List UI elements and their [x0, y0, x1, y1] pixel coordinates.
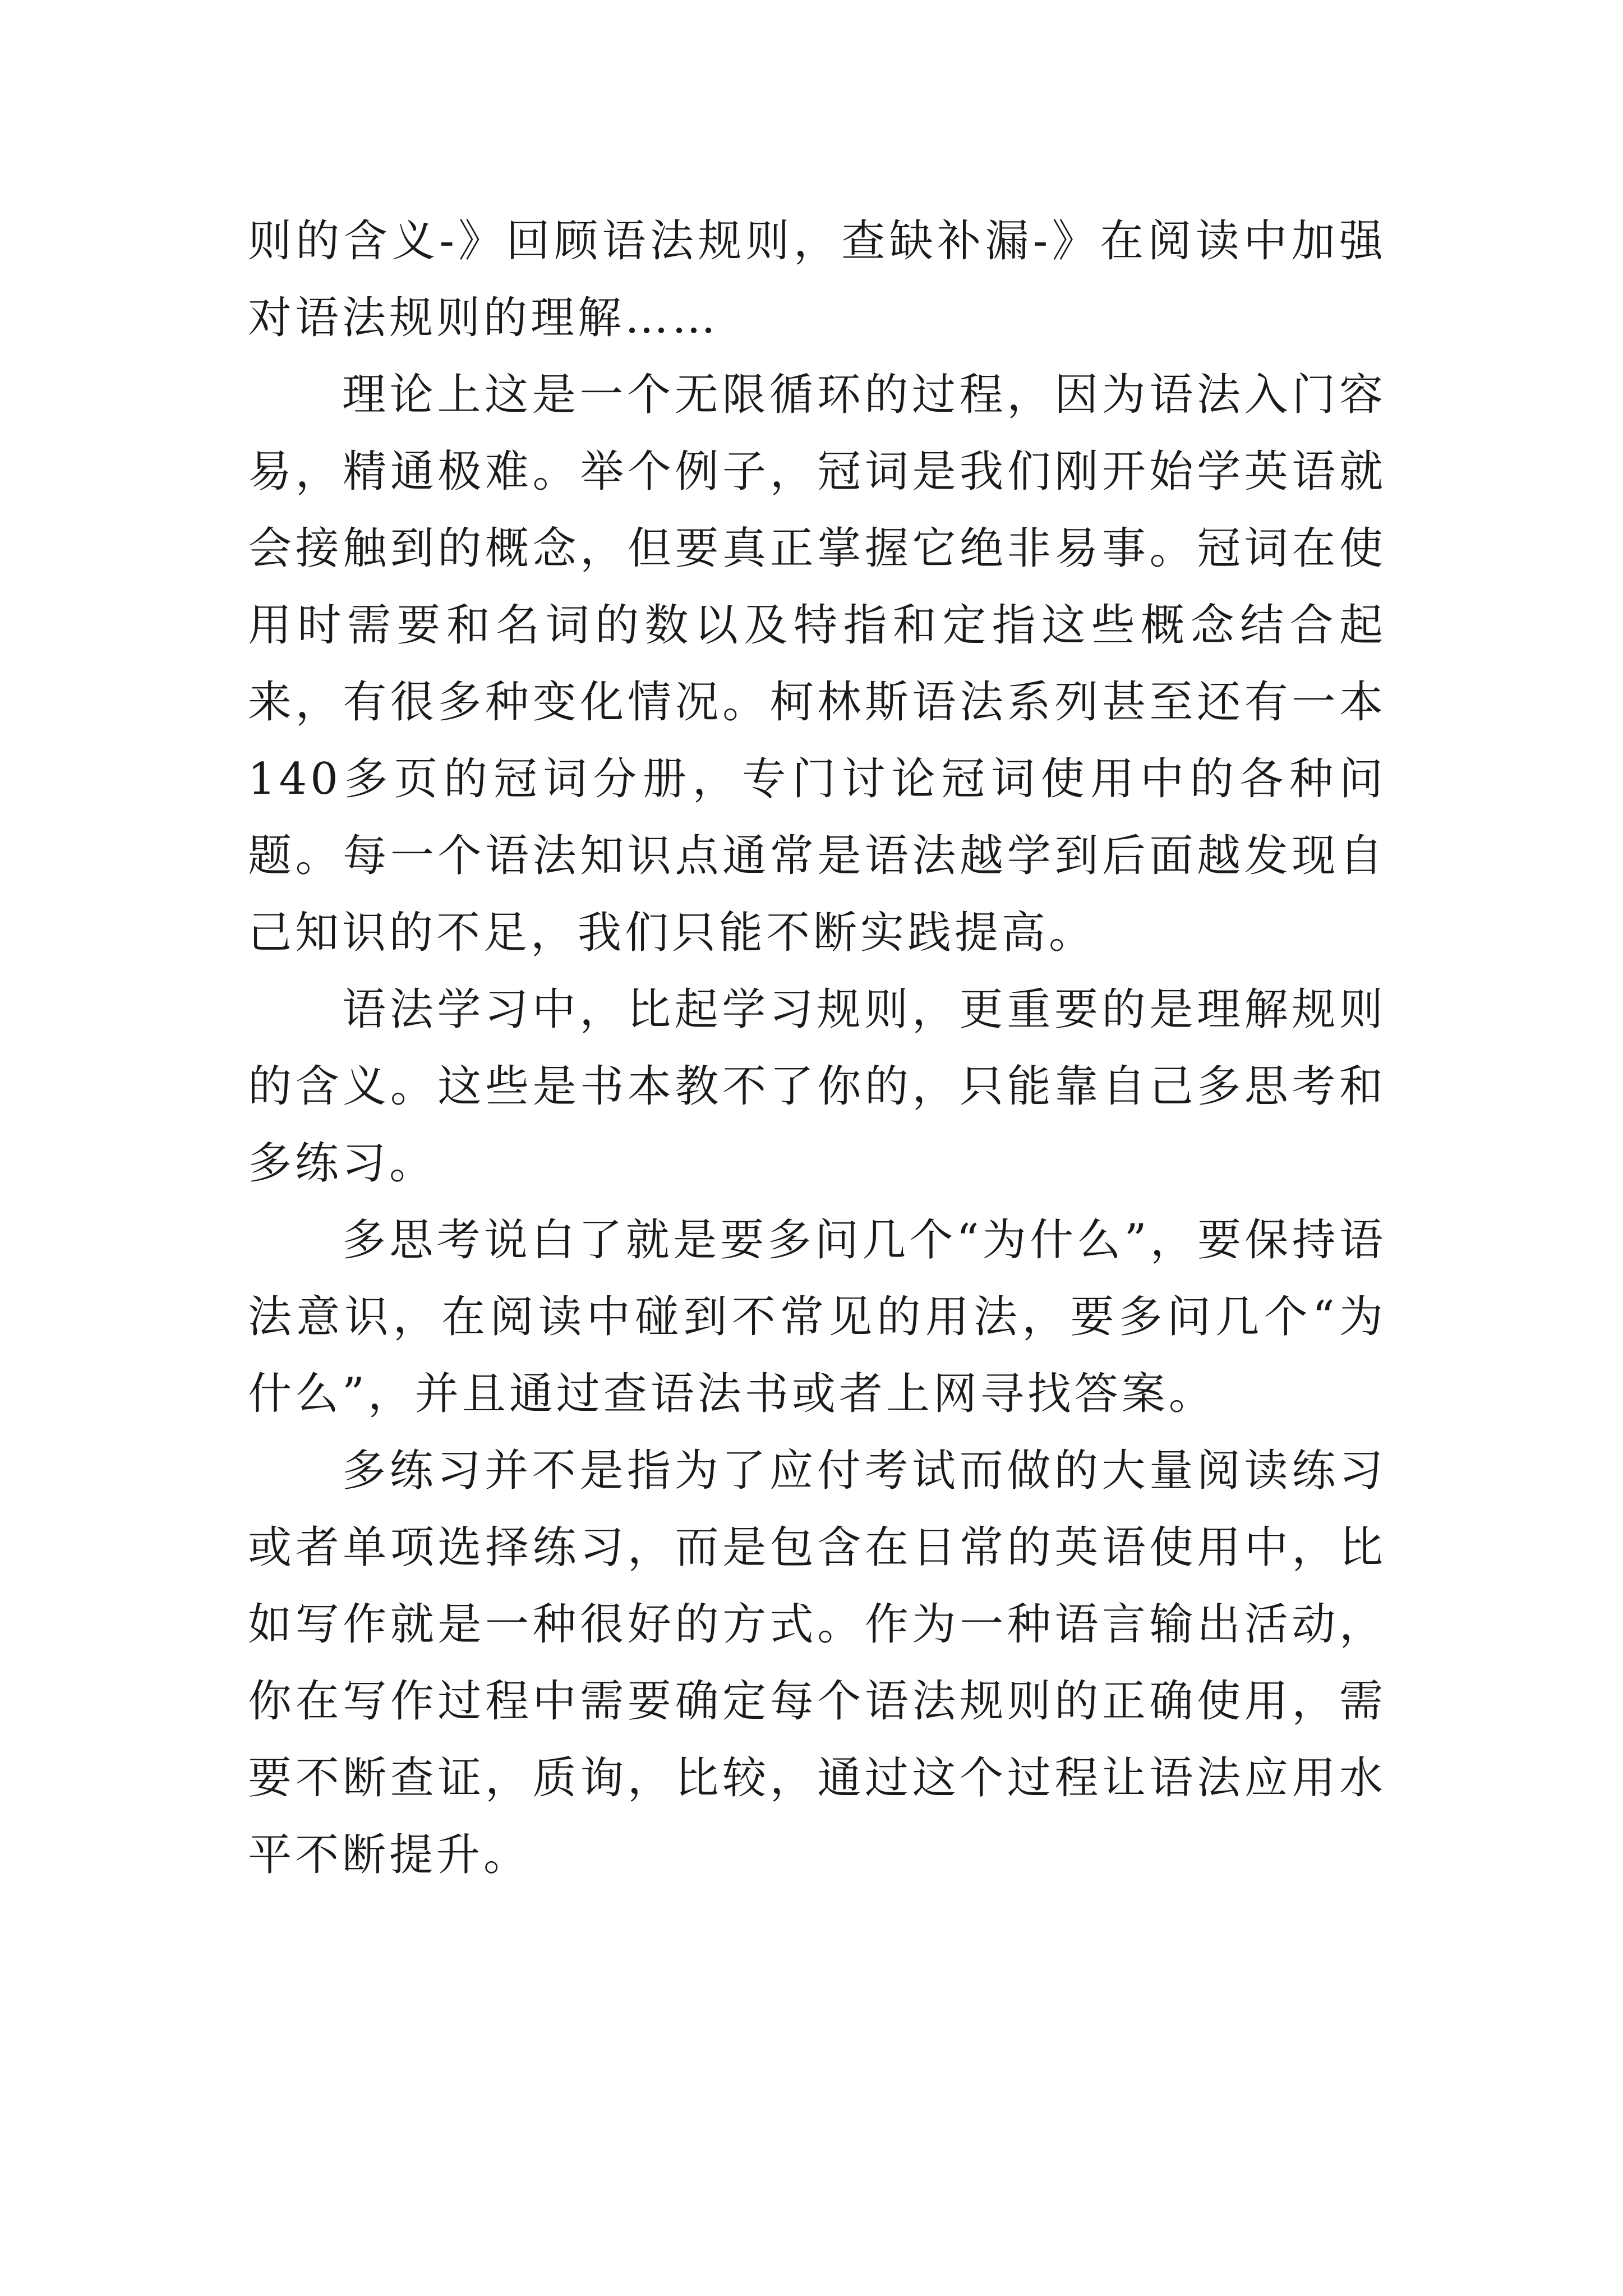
- paragraph-practice-more: 多练习并不是指为了应付考试而做的大量阅读练习或者单项选择练习，而是包含在日常的英语使用中，比如写作就是一种很好的方式。作为一种语言输出活动，你在写作过程中需要确定每个语法规则的正确使用，需要不断查证，质询，比较，通过这个过程让语法应用水平不断提升。: [248, 1446, 1386, 1880]
- paragraph-grammar-cycle: 理论上这是一个无限循环的过程，因为语法入门容易，精通极难。举个例子，冠词是我们刚开始学英语就会接触到的概念，但要真正掌握它绝非易事。冠词在使用时需要和名词的数以及特指和定指这些概念结合起来，有很多种变化情况。柯林斯语法系列甚至还有一本140多页的冠词分册，专门讨论冠词使用中的各种问题。每一个语法知识点通常是语法越学到后面越发现自己知识的不足，我们只能不断实践提高。: [248, 370, 1386, 958]
- paragraph-understanding-rules: 语法学习中，比起学习规则，更重要的是理解规则的含义。这些是书本教不了你的，只能靠自己多思考和多练习。: [248, 984, 1386, 1189]
- paragraph-continuation: 则的含义-》回顾语法规则，查缺补漏-》在阅读中加强对语法规则的理解……: [248, 216, 1386, 343]
- paragraph-think-more: 多思考说白了就是要多问几个“为什么”，要保持语法意识，在阅读中碰到不常见的用法，要多问几个“为什么”，并且通过查语法书或者上网寻找答案。: [248, 1215, 1386, 1419]
- document-body: [248, 203, 1386, 1894]
